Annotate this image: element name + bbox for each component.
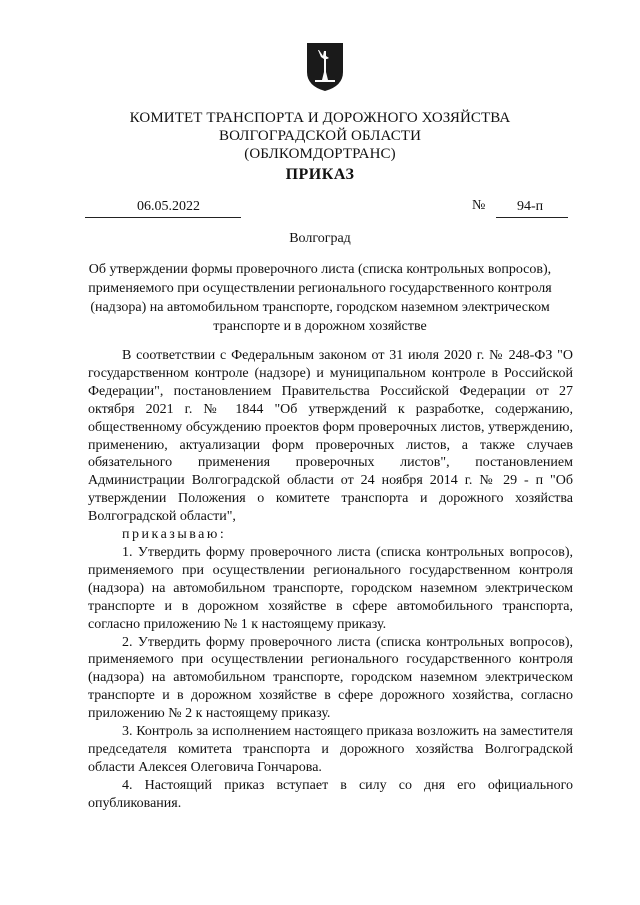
order-date: 06.05.2022 [137,199,200,214]
order-item-4: 4. Настоящий приказ вступает в силу со дня его официального опубликования. [88,777,573,811]
order-subject: Об утверждении формы проверочного листа (списка контрольных вопросов), применяемого при осуществлении регионального государственного контроля (надзора) на автомобильном транспорте, городском наземном электрическом транспорте и в дорожном хозяйстве [88,262,552,334]
org-name-line-1: КОМИТЕТ ТРАНСПОРТА И ДОРОЖНОГО ХОЗЯЙСТВА [129,110,511,126]
org-name-line-3: (ОБЛКОМДОРТРАНС) [244,146,396,162]
city: Волгоград [289,231,351,246]
order-title: ПРИКАЗ [285,166,355,183]
order-item-2: 2. Утвердить форму проверочного листа (списка контрольных вопросов), применяемого при осуществлении регионального государственного контроля (надзора) на автомобильном транспорте, городском наземном электрическом транспорте и в дорожном хозяйстве в сфере дорожного хозяйства, согласно приложению № 2 к настоящему приказу. [88,634,573,722]
coat-of-arms-icon [306,42,344,92]
preamble-paragraph: В соответствии с Федеральным законом от 31 июля 2020 г. № 248-ФЗ "О государственном контроле (надзоре) и муниципальном контроле в Российской Федерации", постановлением Правительства Российской Федерации от 27 октября 2021 г. № 1844 "Об утверждений к разработке, содержанию, общественному обсуждению проектов форм проверочных листов, утверждению, применению, актуализации форм проверочных листов, а также случаев обязательного применения проверочных листов", постановлением Администрации Волгоградской области от 24 ноября 2014 г. № 29 - п "Об утверждении Положения о комитете транспорта и дорожного хозяйства Волгоградской области", [88,348,573,525]
org-name-line-2: ВОЛГОГРАДСКОЙ ОБЛАСТИ [218,128,422,144]
organization-name [0,109,640,163]
number-sign: № [472,198,486,213]
order-item-3: 3. Контроль за исполнением настоящего приказа возложить на заместителя председателя комитета транспорта и дорожного хозяйства Волгоградской области Алексея Олеговича Гончарова. [88,724,573,775]
order-word: приказываю: [122,527,227,543]
order-item-1: 1. Утвердить форму проверочного листа (списка контрольных вопросов), применяемого при осуществлении регионального государственном контроля (надзора) на автомобильном транспорте, городском наземном электрическом транспорте и в дорожном хозяйстве в сфере автомобильного транспорта, согласно приложению № 1 к настоящему приказу. [88,544,573,632]
order-number: 94-п [517,199,544,214]
order-body [88,347,573,813]
